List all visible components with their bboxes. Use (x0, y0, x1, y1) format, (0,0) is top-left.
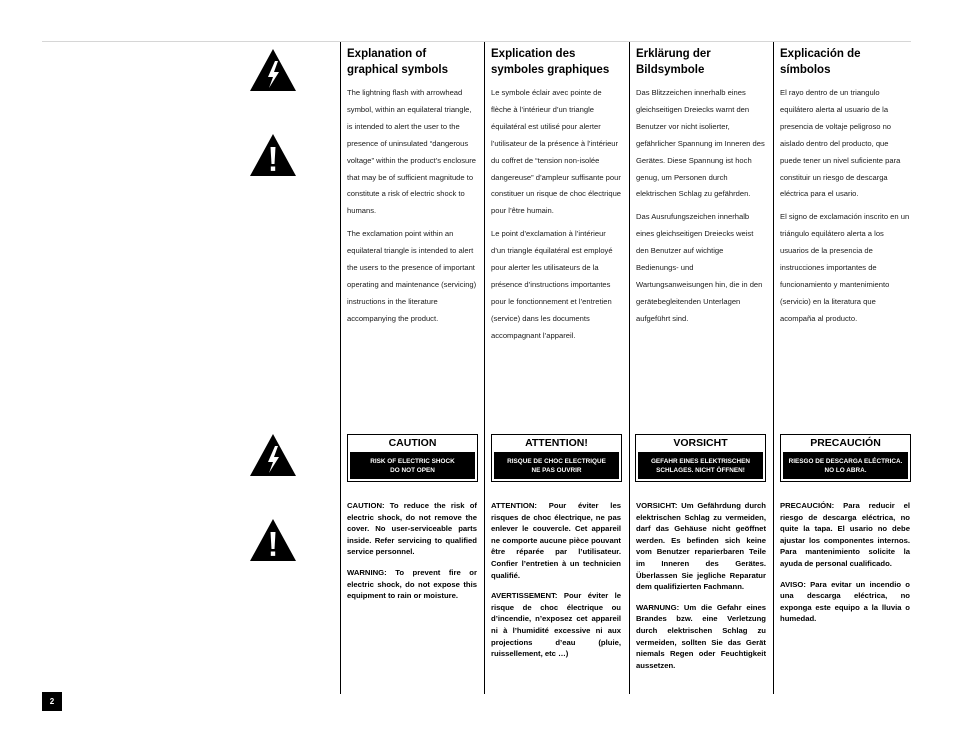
warning-text-french (491, 500, 621, 669)
heading-line: Explication des (491, 48, 576, 60)
heading-line: Explicación de (780, 48, 861, 60)
label-title: PRECAUCIÓN (810, 437, 881, 449)
page-number: 2 (42, 692, 62, 711)
precaucion-label (780, 434, 911, 482)
warning-paragraph: AVERTISSEMENT: Pour éviter le risque de choc électrique ou d’incendie, n’exposez cet appareil ni à l’humidité excessive ni aux projections d’eau (pluie, ruissellement, etc …) (491, 591, 621, 659)
body-paragraph: Das Blitzzeichen innerhalb eines gleichseitigen Dreiecks warnt den Benutzer vor nicht isolierter, gefährlicher Spannung im Inneren des Gerätes. Diese Spannung ist hoch genug, um Personen durch elektrischen Schlag zu gefährden. (636, 88, 765, 199)
body-paragraph: Das Ausrufungszeichen innerhalb eines gleichseitigen Dreiecks weist den Benutzer auf wichtige Bedienungs- und Wartungsanweisungen hin, die in den gerätebegleitenden Unterlagen aufgeführt sind. (636, 212, 763, 323)
warning-paragraph: AVISO: Para evitar un incendio o una descarga eléctrica, no exponga este equipo a la lluvia o humedad. (780, 579, 910, 624)
column-body-french (491, 85, 621, 351)
label-sub-line: RISK OF ELECTRIC SHOCK (370, 457, 455, 465)
label-subtext (638, 452, 763, 479)
warning-paragraph: WARNING: To prevent fire or electric shock, do not expose this equipment to rain or moisture. (347, 567, 477, 601)
vorsicht-label (635, 434, 766, 482)
warning-text-spanish (780, 500, 910, 634)
column-divider (629, 42, 630, 694)
column-body-english (347, 85, 477, 334)
warning-paragraph: CAUTION: To reduce the risk of electric shock, do not remove the cover. No user-serviceable parts inside. Refer servicing to qualified service personnel. (347, 501, 477, 557)
column-body-german (636, 85, 766, 334)
warning-paragraph: ATTENTION: Pour éviter les risques de choc électrique, ne pas enlever le couvercle. Cet appareil ne comporte aucune pièce pouvant être réparée par l’utilisateur. Confier l’entretien à un technicien qualifié. (491, 501, 621, 580)
warning-paragraph: PRECAUCIÓN: Para reducir el riesgo de descarga eléctrica, no quite la tapa. El usario no debe ajustar los componentes internos. Para mantenimiento solicite la ayuda de personal cualificado. (780, 501, 910, 568)
warning-text-english (347, 500, 477, 611)
label-subtext (783, 452, 908, 479)
column-body-spanish (780, 85, 910, 334)
body-paragraph: Le symbole éclair avec pointe de flèche à l’intérieur d’un triangle équilatéral est utilisé pour alerter l’utilisateur de la présence à l’intérieur du coffret de “tension non-isolée dangereuse” d’ampleur suffisante pour constituer un risque de choc électrique pour l’être humain. (491, 88, 622, 216)
column-divider (773, 42, 774, 694)
column-divider (340, 42, 341, 694)
warning-paragraph: VORSICHT: Um Gefährdung durch elektrischen Schlag zu vermeiden, darf das Gehäuse nicht geöffnet werden. Es befinden sich keine vom Benutzer reparierbaren Teile im Inneren des Gerätes. Überlassen Sie jegliche Reparatur dem qualifizierten Fachmann. (636, 501, 766, 592)
lightning-triangle-icon (248, 47, 298, 93)
column-heading-spanish (780, 46, 910, 78)
label-sub-line: RISQUE DE CHOC ELECTRIQUE (507, 457, 606, 465)
heading-line: graphical symbols (347, 64, 448, 76)
label-subtext (494, 452, 619, 479)
heading-line: Erklärung der (636, 48, 711, 60)
label-title: CAUTION (388, 437, 437, 449)
label-subtext (350, 452, 475, 479)
label-sub-line: NO LO ABRA. (824, 466, 867, 474)
heading-line: symboles graphiques (491, 64, 610, 76)
heading-line: Explanation of (347, 48, 427, 60)
label-sub-line: DO NOT OPEN (390, 466, 435, 474)
body-paragraph: El signo de exclamación inscrito en un triángulo equilátero alerta a los usuarios de la presencia de instrucciones importantes de funcionamiento y mantenimiento (servicio) en la literatura que acompaña al producto. (780, 212, 910, 323)
top-rule (42, 41, 911, 42)
column-divider (484, 42, 485, 694)
body-paragraph: Le point d’exclamation à l’intérieur d’un triangle équilatéral est employé pour alerter les utilisateurs de la présence d’instructions importantes pour le fonctionnement et l’entretien (service) dans les documents accompagnant l’appareil. (491, 229, 613, 340)
heading-line: símbolos (780, 64, 831, 76)
label-sub-line: NE PAS OUVRIR (531, 466, 582, 474)
warning-text-german (636, 500, 766, 680)
label-sub-line: SCHLAGES. NICHT ÖFFNEN! (656, 466, 745, 474)
label-sub-line: GEFAHR EINES ELEKTRISCHEN (650, 457, 751, 465)
exclamation-triangle-icon (248, 517, 298, 563)
lightning-triangle-icon (248, 432, 298, 478)
attention-label (491, 434, 622, 482)
column-heading-german (636, 46, 766, 78)
body-paragraph: The exclamation point within an equilateral triangle is intended to alert the users to the presence of important operating and maintenance (servicing) instructions in the literature accompanying the product. (347, 229, 477, 323)
exclamation-triangle-icon (248, 132, 298, 178)
column-heading-french (491, 46, 621, 78)
warning-paragraph: WARNUNG: Um die Gefahr eines Brandes bzw. eine Verletzung durch elektrischen Schlag zu vermeiden, sollten Sie das Gerät niemals Regen oder Feuchtigkeit aussetzen. (636, 602, 766, 670)
caution-label (347, 434, 478, 482)
label-title: VORSICHT (673, 437, 728, 449)
heading-line: Bildsymbole (636, 64, 705, 76)
body-paragraph: The lightning flash with arrowhead symbol, within an equilateral triangle, is intended to alert the user to the presence of uninsulated “dangerous voltage” within the product’s enclosure that may be of sufficient magnitude to constitute a risk of electric shock to humans. (347, 88, 477, 216)
column-heading-english (347, 46, 477, 78)
label-sub-line: RIESGO DE DESCARGA ELÉCTRICA. (788, 457, 903, 465)
body-paragraph: El rayo dentro de un triangulo equilátero alerta al usuario de la presencia de voltaje peligroso no aislado dentro del producto, que puede tener un nivel suficiente para constituir un riesgo de descarga eléctrica para el usario. (780, 88, 901, 199)
label-title: ATTENTION! (525, 437, 588, 449)
